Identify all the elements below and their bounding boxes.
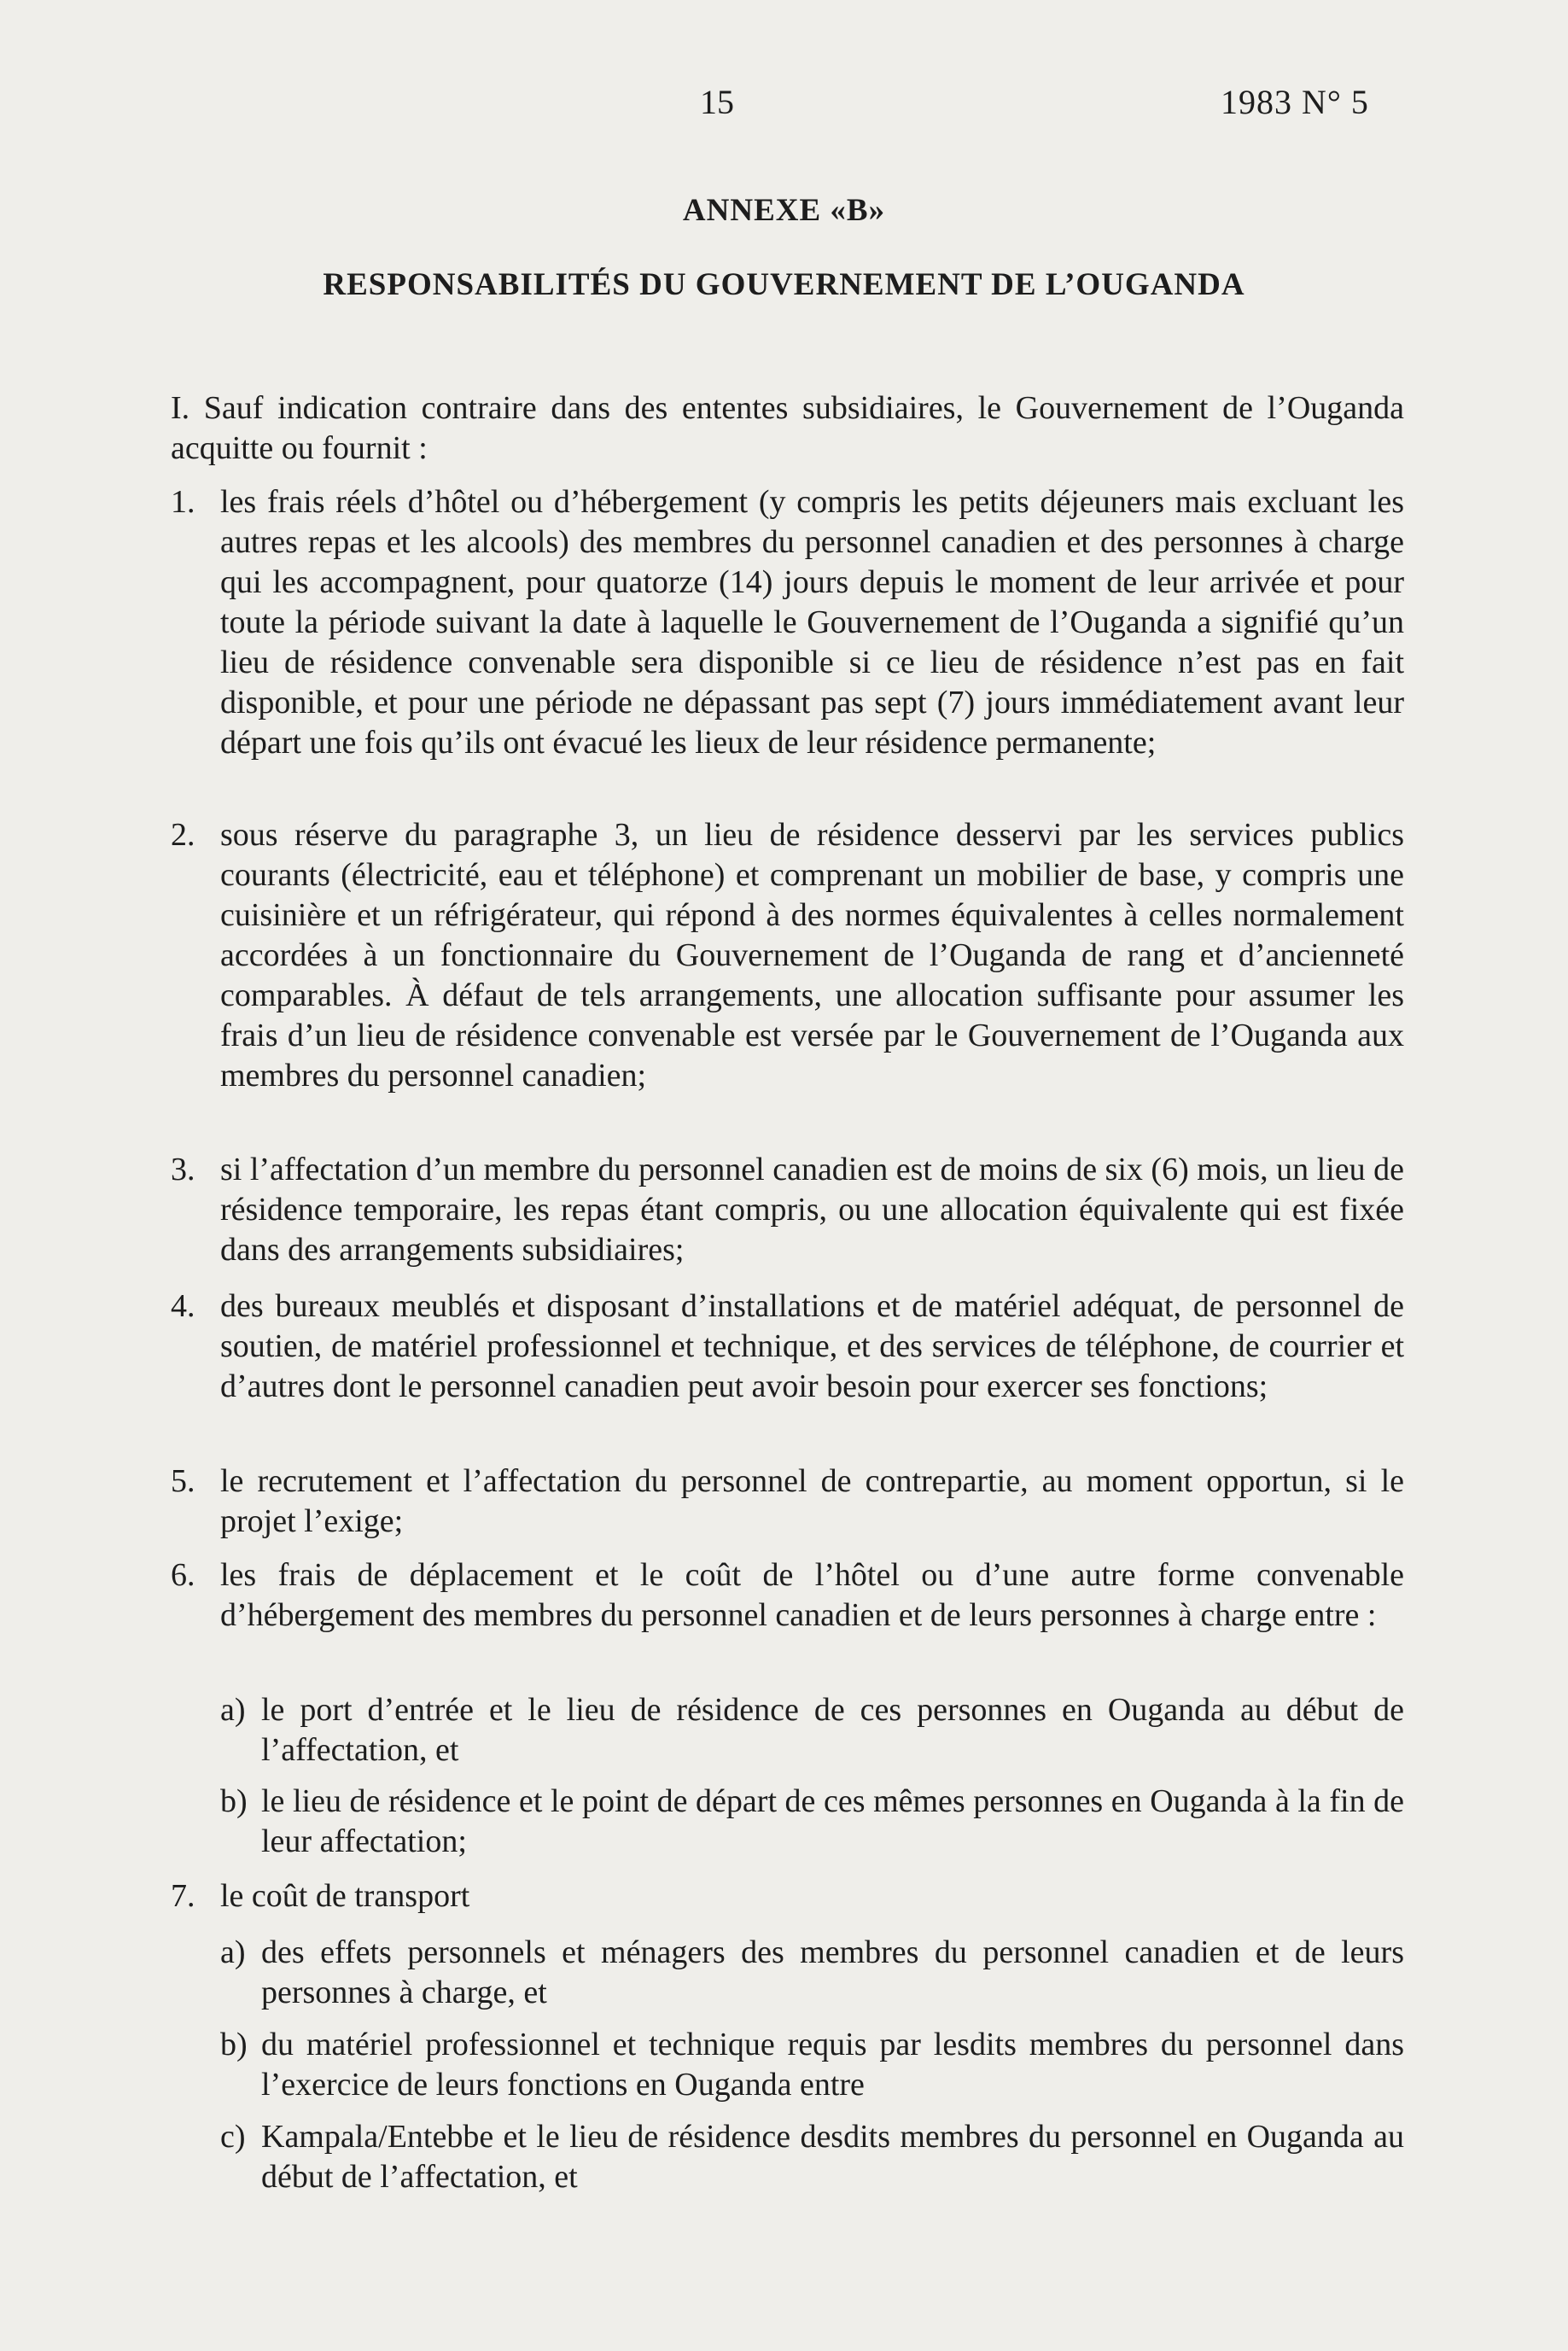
- item-text: les frais réels d’hôtel ou d’hébergement (y compris les petits déjeuners mais excluant les autres repas et les alcools) des membres du personnel canadien et des personnes à charge qui les accompagnent, pour quatorze (14) jours depuis le moment de leur arrivée et pour toute la période suivant la date à laquelle le Gouvernement de l’Ouganda a signifié qu’un lieu de résidence convenable sera disponible si ce lieu de résidence n’est pas en fait disponible, et pour une période ne dépassant pas sept (7) jours immédiatement avant leur départ une fois qu’ils ont évacué les lieux de leur résidence permanente;: [220, 484, 1404, 761]
- item-number: 6.: [171, 1557, 195, 1593]
- item-text: le coût de transport: [220, 1878, 470, 1914]
- item-text: sous réserve du paragraphe 3, un lieu de résidence desservi par les services publics courants (électricité, eau et téléphone) et comprenant un mobilier de base, y compris une cuisinière et un réfrigérateur, qui répond à des normes équivalentes à celles normalement accordées à un fonctionnaire du Gouvernement de l’Ouganda de rang et d’ancienneté comparables. À défaut de tels arrangements, une allocation suffisante pour assumer les frais d’un lieu de résidence convenable est versée par le Gouvernement de l’Ouganda aux membres du personnel canadien;: [220, 817, 1404, 1094]
- sub-item-letter: b): [220, 2027, 248, 2062]
- intro-paragraph: I. Sauf indication contraire dans des ententes subsidiaires, le Gouvernement de l’Ouganda acquitte ou fournit :: [171, 390, 1404, 466]
- sub-item-7b: [220, 2025, 1404, 2105]
- item-number: 2.: [171, 817, 195, 853]
- sub-item-letter: a): [220, 1934, 246, 1970]
- item-number: 4.: [171, 1288, 195, 1324]
- item-number: 7.: [171, 1878, 195, 1914]
- sub-item-7c: [220, 2117, 1404, 2197]
- annex-title: ANNEXE «B»: [682, 193, 886, 228]
- sub-item-6b: [220, 1782, 1404, 1862]
- sub-item-letter: c): [220, 2119, 246, 2155]
- item-text: des bureaux meublés et disposant d’installations et de matériel adéquat, de personnel de soutien, de matériel professionnel et technique, et des services de téléphone, de courrier et d’autres dont le personnel canadien peut avoir besoin pour exercer ses fonctions;: [220, 1288, 1404, 1404]
- list-item-5: [171, 1461, 1404, 1542]
- sub-item-text: des effets personnels et ménagers des membres du personnel canadien et de leurs personnes à charge, et: [261, 1934, 1404, 2010]
- sub-item-text: le lieu de résidence et le point de départ de ces mêmes personnes en Ouganda à la fin de leur affectation;: [261, 1783, 1404, 1859]
- list-item-7: [171, 1876, 1404, 1916]
- list-item-2: [171, 815, 1404, 1096]
- sub-item-text: le port d’entrée et le lieu de résidence de ces personnes en Ouganda au début de l’affectation, et: [261, 1692, 1404, 1768]
- sub-item-text: du matériel professionnel et technique requis par lesdits membres du personnel dans l’exercice de leurs fonctions en Ouganda entre: [261, 2027, 1404, 2103]
- year-number: 1983 N° 5: [1221, 83, 1369, 121]
- list-item-1: [171, 482, 1404, 763]
- list-item-3: [171, 1150, 1404, 1270]
- sub-item-7a: [220, 1933, 1404, 2013]
- item-number: 5.: [171, 1463, 195, 1499]
- sub-item-6a: [220, 1690, 1404, 1771]
- sub-item-letter: a): [220, 1692, 246, 1728]
- list-item-4: [171, 1286, 1404, 1407]
- list-item-6: [171, 1555, 1404, 1636]
- sub-item-letter: b): [220, 1783, 248, 1819]
- item-number: 1.: [171, 484, 195, 520]
- item-number: 3.: [171, 1152, 195, 1187]
- item-text: les frais de déplacement et le coût de l’hôtel ou d’une autre forme convenable d’hébergement des membres du personnel canadien et de leurs personnes à charge entre :: [220, 1557, 1404, 1633]
- sub-item-text: Kampala/Entebbe et le lieu de résidence desdits membres du personnel en Ouganda au début de l’affectation, et: [261, 2119, 1404, 2195]
- page-number: 15: [700, 83, 734, 121]
- item-text: si l’affectation d’un membre du personnel canadien est de moins de six (6) mois, un lieu de résidence temporaire, les repas étant compris, ou une allocation équivalente qui est fixée dans des arrangements subsidiaires;: [220, 1152, 1404, 1268]
- item-text: le recrutement et l’affectation du personnel de contrepartie, au moment opportun, si le projet l’exige;: [220, 1463, 1404, 1539]
- section-title: RESPONSABILITÉS DU GOUVERNEMENT DE L’OUGANDA: [323, 267, 1245, 302]
